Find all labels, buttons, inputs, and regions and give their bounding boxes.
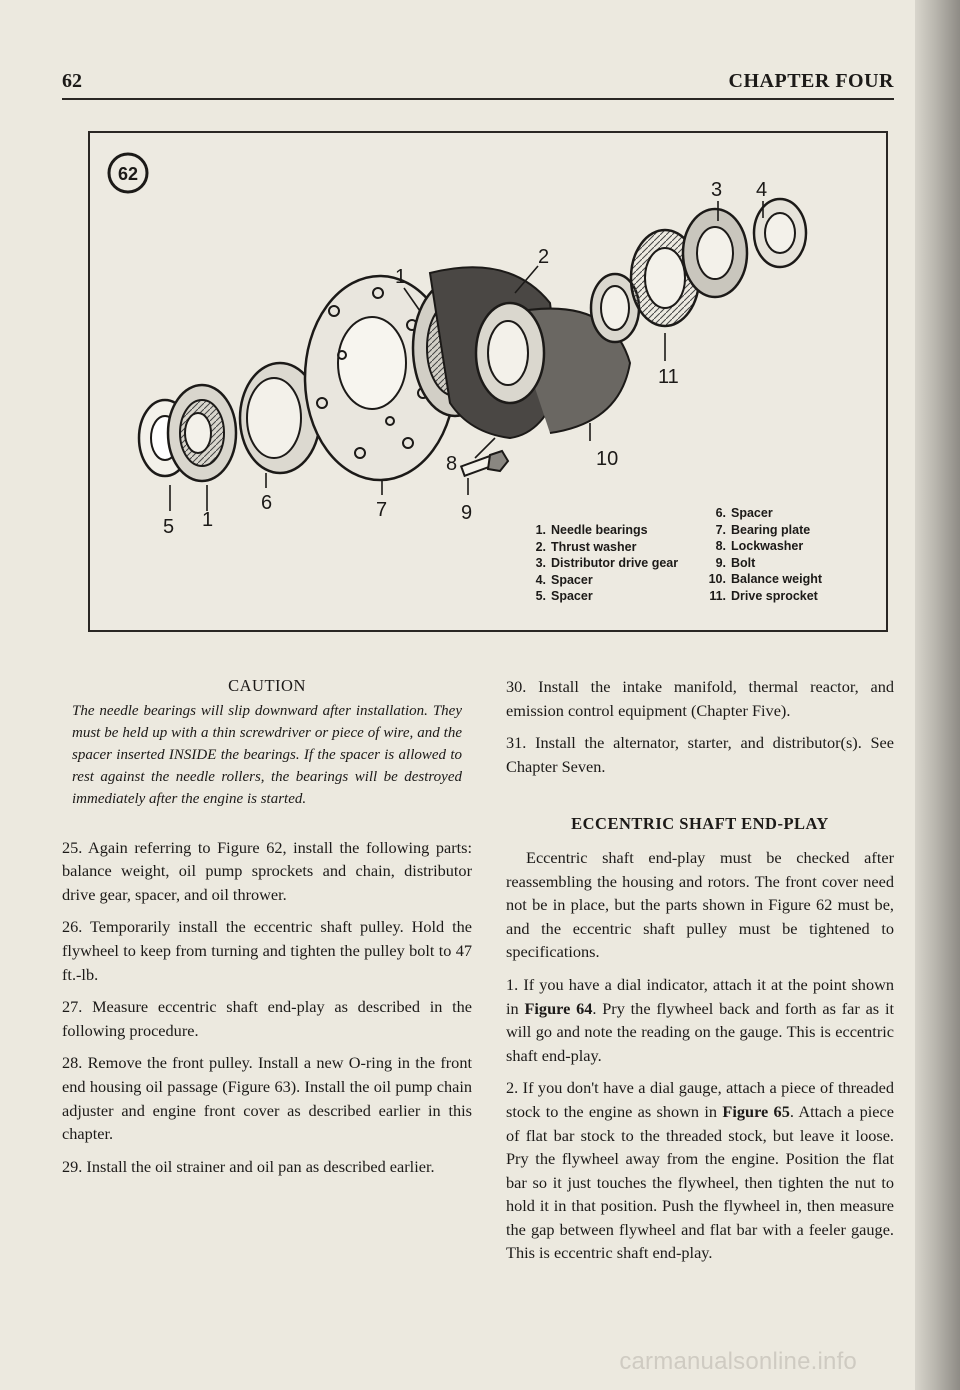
legend-item: 7. Bearing plate xyxy=(715,522,811,537)
legend-right xyxy=(704,505,822,604)
section-heading: ECCENTRIC SHAFT END-PLAY xyxy=(571,814,829,834)
legend-item: 8. Lockwasher xyxy=(715,539,804,553)
callout-number: 1 xyxy=(395,266,407,288)
paragraph: 26. Temporarily install the eccentric shaft pulley. Hold the flywheel to keep from turning and tighten the pulley bolt to 47 ft.-lb. xyxy=(62,917,472,984)
paragraph: 29. Install the oil strainer and oil pan as described earlier. xyxy=(62,1156,435,1176)
paragraph: Eccentric shaft end-play must be checked after reassembling the housing and rotors. The front cover need not be in place, but the parts shown in Figure 62 must be, and the eccentric shaft pulley must be tightened to specifications. xyxy=(506,847,894,962)
callout-number: 2 xyxy=(538,246,550,268)
paragraph: 31. Install the alternator, starter, and distributor(s). See Chapter Seven. xyxy=(506,733,894,776)
spacer-4-part xyxy=(683,199,806,297)
callout-number: 7 xyxy=(376,499,388,521)
paragraph: 25. Again referring to Figure 62, install the following parts: balance weight, oil pump sprockets and chain, distributor drive gear, spacer, and oil thrower. xyxy=(62,837,472,904)
callout-number: 4 xyxy=(756,179,768,201)
left-column xyxy=(62,674,472,1187)
caution-text: The needle bearings will slip downward after installation. They must be held up with a thin screwdriver or piece of wire, and the spacer inserted INSIDE the bearings. If the spacer is allowed to rest against the needle rollers, the bearings will be destroyed immediately after the engine is started. xyxy=(72,702,462,807)
paragraph-step-1: 1. If you have a dial indicator, attach it at the point shown in Figure 64. Pry the flywheel back and forth as far as it will go and note the reading on the gauge. This is eccentric shaft end-play. xyxy=(506,974,894,1065)
callout-number: 1 xyxy=(202,509,214,531)
legend-item: 1. Needle bearings xyxy=(535,523,648,537)
legend-item: 3. Distributor drive gear xyxy=(535,556,679,570)
right-column xyxy=(506,675,894,1274)
legend-left xyxy=(524,522,678,605)
needle-bearing-left-part xyxy=(168,385,236,481)
callout-number: 10 xyxy=(596,448,619,470)
legend-item: 6. Spacer xyxy=(715,506,773,520)
header-rule xyxy=(62,98,894,100)
watermark: carmanualsonline.info xyxy=(619,1348,857,1375)
paragraph: 27. Measure eccentric shaft end-play as described in the following procedure. xyxy=(62,997,472,1040)
figure-reference: Figure 64 xyxy=(524,998,593,1018)
figure-number-badge xyxy=(109,154,147,192)
legend-item: 4. Spacer xyxy=(535,572,593,587)
paragraph: 30. Install the intake manifold, thermal reactor, and emission control equipment (Chapter Five). xyxy=(506,677,894,720)
paragraph-step-2: 2. If you don't have a dial gauge, attach a piece of threaded stock to the engine as shown in Figure 65. Attach a piece of flat bar stock to the threaded stock, but leave it loose. Pry the flywheel away from the engine. Position the flat bar so it just touches the flywheel, then tighten the nut to hold it in that position. Push the flywheel in, then measure the gap between flywheel and flat bar with a feeler gauge. This is eccentric shaft end-play. xyxy=(506,1078,894,1263)
caution-box xyxy=(62,674,472,810)
chapter-title: CHAPTER FOUR xyxy=(728,70,894,92)
legend-item: 2. Thrust washer xyxy=(535,539,637,554)
figure-62 xyxy=(88,131,888,632)
page-edge xyxy=(915,0,960,1390)
callout-number: 11 xyxy=(658,366,679,388)
figure-number: 62 xyxy=(117,164,139,184)
bolt-part xyxy=(461,451,508,476)
legend-item: 11. Drive sprocket xyxy=(709,588,818,603)
page-header xyxy=(62,66,894,96)
legend-item: 10. Balance weight xyxy=(708,572,822,586)
paragraph: 28. Remove the front pulley. Install a new O-ring in the front end housing oil passage (Figure 63). Install the oil pump chain adjuster and engine front cover as described earlier in this chapter. xyxy=(62,1053,472,1144)
callout-number: 9 xyxy=(461,502,473,524)
callout-number: 3 xyxy=(711,179,723,201)
figure-reference: Figure 65 xyxy=(722,1101,790,1121)
callout-number: 8 xyxy=(446,453,458,475)
caution-title: CAUTION xyxy=(228,676,306,695)
legend-item: 9. Bolt xyxy=(715,555,756,570)
callout-number: 6 xyxy=(261,492,273,514)
legend-item: 5. Spacer xyxy=(535,589,593,603)
page-number: 62 xyxy=(62,70,82,92)
callout-number: 5 xyxy=(163,516,175,538)
